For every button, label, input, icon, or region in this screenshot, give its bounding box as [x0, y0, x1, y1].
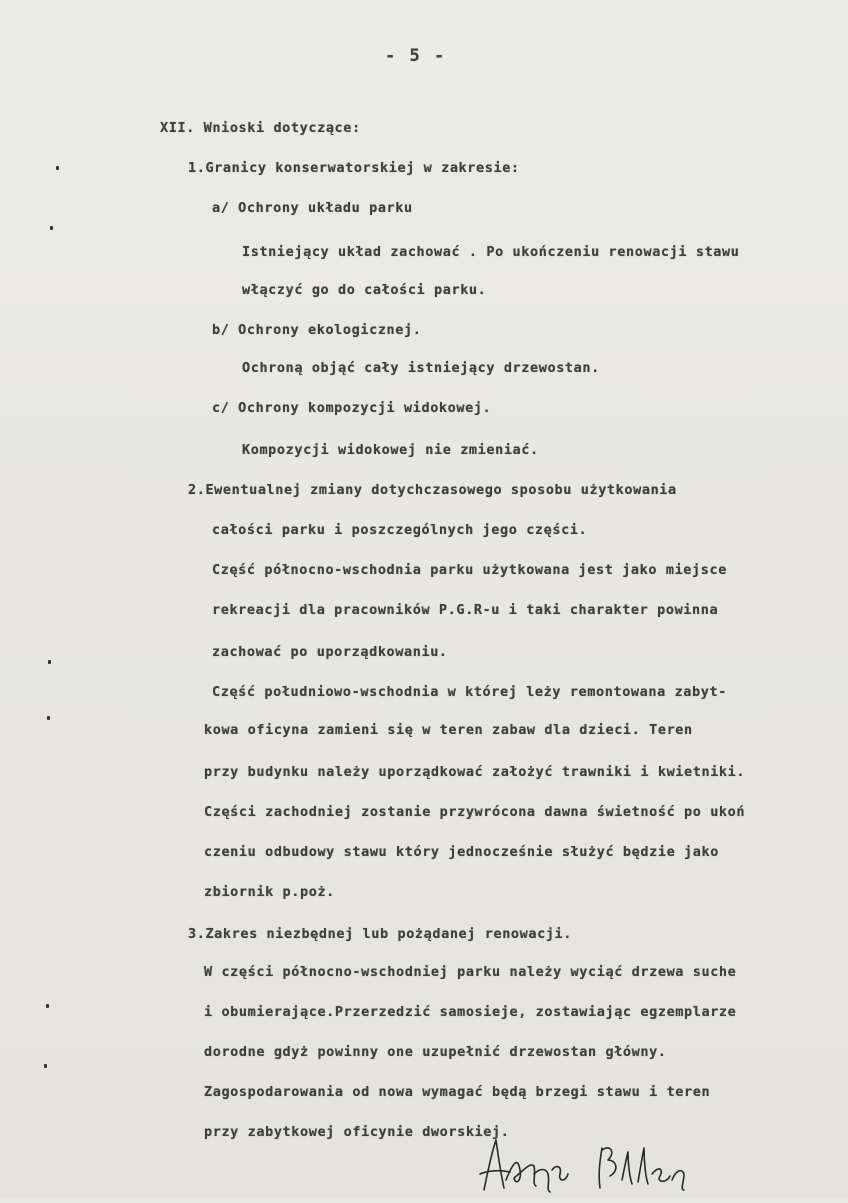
- signature-drawing: [470, 1130, 730, 1199]
- margin-mark: [56, 166, 59, 170]
- section2-title-line1: 2.Ewentualnej zmiany dotychczasowego sposobu użytkowania: [188, 482, 677, 498]
- page-number: - 5 -: [385, 46, 447, 66]
- section2-p1-line3: zachować po uporządkowaniu.: [212, 644, 448, 660]
- section-heading: XII. Wnioski dotyczące:: [160, 120, 361, 136]
- section2-title-line2: całości parku i poszczególnych jego części.: [212, 522, 588, 538]
- section3-line4: Zagospodarowania od nowa wymagać będą brzegi stawu i teren: [204, 1084, 711, 1100]
- section1-c-line1: Kompozycji widokowej nie zmieniać.: [242, 442, 539, 458]
- section3-line5: przy zabytkowej oficynie dworskiej.: [204, 1124, 510, 1140]
- section3-line1: W części północno-wschodniej parku należy wyciąć drzewa suche: [204, 964, 737, 980]
- section1-c-title: c/ Ochrony kompozycji widokowej.: [212, 400, 492, 416]
- margin-mark: [44, 1064, 47, 1068]
- section1-a-line1: Istniejący układ zachować . Po ukończeniu renowacji stawu: [242, 244, 740, 260]
- section2-p1-line1: Część północno-wschodnia parku użytkowana jest jako miejsce: [212, 562, 727, 578]
- margin-mark: [47, 716, 50, 720]
- section2-p2-line6: zbiornik p.poż.: [204, 884, 335, 900]
- section2-p2-line2: kowa oficyna zamieni się w teren zabaw dla dzieci. Teren: [204, 722, 693, 738]
- handwritten-signatures: [470, 1130, 730, 1199]
- section1-title: 1.Granicy konserwatorskiej w zakresie:: [188, 160, 520, 176]
- section2-p2-line5: czeniu odbudowy stawu który jednocześnie służyć będzie jako: [204, 844, 719, 860]
- margin-mark: [48, 660, 51, 664]
- section3-line3: dorodne gdyż powinny one uzupełnić drzewostan główny.: [204, 1044, 667, 1060]
- section1-a-title: a/ Ochrony układu parku: [212, 200, 413, 216]
- section3-title: 3.Zakres niezbędnej lub pożądanej renowacji.: [188, 926, 573, 942]
- section2-p2-line1: Część południowo-wschodnia w której leży remontowana zabyt-: [212, 684, 727, 700]
- margin-mark: [50, 226, 53, 230]
- section2-p2-line3: przy budynku należy uporządkować założyć trawniki i kwietniki.: [204, 764, 746, 780]
- section1-b-line1: Ochroną objąć cały istniejący drzewostan.: [242, 360, 600, 376]
- section1-b-title: b/ Ochrony ekologicznej.: [212, 322, 422, 338]
- section1-a-line2: włączyć go do całości parku.: [242, 282, 487, 298]
- margin-mark: [46, 1004, 49, 1008]
- section2-p1-line2: rekreacji dla pracowników P.G.R-u i taki charakter powinna: [212, 602, 719, 618]
- section2-p2-line4: Części zachodniej zostanie przywrócona dawna świetność po ukoń: [204, 804, 746, 820]
- section3-line2: i obumierające.Przerzedzić samosieje, zostawiając egzemplarze: [204, 1004, 737, 1020]
